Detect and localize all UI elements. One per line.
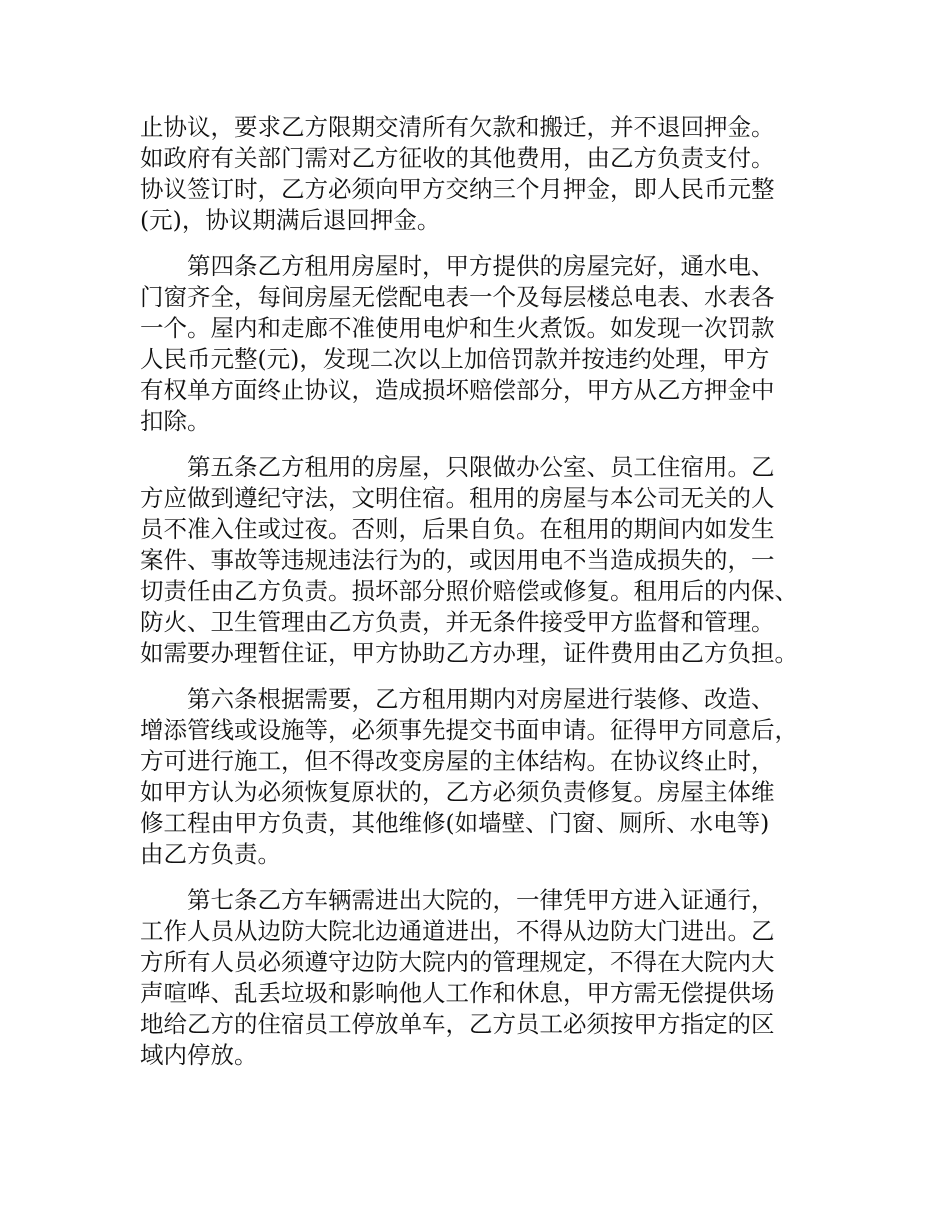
- text-line: 切责任由乙方负责。损坏部分照价赔偿或修复。租用后的内保、: [140, 577, 798, 605]
- text-line: 协议签订时，乙方必须向甲方交纳三个月押金，即人民币元整: [140, 175, 775, 203]
- text-line: 方所有人员必须遵守边防大院内的管理规定，不得在大院内大: [140, 948, 775, 976]
- text-line: 方应做到遵纪守法，文明住宿。租用的房屋与本公司无关的人: [140, 484, 775, 512]
- text-line: 第四条乙方租用房屋时，甲方提供的房屋完好，通水电、: [187, 252, 775, 280]
- text-line: 止协议，要求乙方限期交清所有欠款和搬迁，并不退回押金。: [140, 113, 775, 141]
- document-page: [140, 112, 840, 1086]
- text-line: 修工程由甲方负责，其他维修(如墙壁、门窗、厕所、水电等): [140, 809, 770, 837]
- text-line: 门窗齐全，每间房屋无偿配电表一个及每层楼总电表、水表各: [140, 283, 775, 311]
- paragraph-article-7: [140, 885, 840, 1071]
- text-line: 方可进行施工，但不得改变房屋的主体结构。在协议终止时，: [140, 747, 775, 775]
- text-line: 人民币元整(元)，发现二次以上加倍罚款并按违约处理，甲方: [140, 345, 770, 373]
- paragraph-article-4: [140, 251, 840, 437]
- text-line: 扣除。: [140, 407, 211, 435]
- text-line: 如甲方认为必须恢复原状的，乙方必须负责修复。房屋主体维: [140, 778, 775, 806]
- text-line: 第五条乙方租用的房屋，只限做办公室、员工住宿用。乙: [187, 453, 775, 481]
- text-line: 地给乙方的住宿员工停放单车，乙方员工必须按甲方指定的区: [140, 1010, 775, 1038]
- text-line: 案件、事故等违规违法行为的，或因用电不当造成损失的，一: [140, 546, 775, 574]
- paragraph-article-6: [140, 684, 840, 870]
- text-line: 第六条根据需要，乙方租用期内对房屋进行装修、改造、: [187, 685, 775, 713]
- text-line: (元)，协议期满后退回押金。: [140, 206, 441, 234]
- text-line: 一个。屋内和走廊不准使用电炉和生火煮饭。如发现一次罚款: [140, 314, 775, 342]
- text-line: 有权单方面终止协议，造成损坏赔偿部分，甲方从乙方押金中: [140, 376, 775, 404]
- text-line: 工作人员从边防大院北边通道进出，不得从边防大门进出。乙: [140, 917, 775, 945]
- text-line: 如政府有关部门需对乙方征收的其他费用，由乙方负责支付。: [140, 144, 775, 172]
- paragraph-article-5: [140, 452, 840, 669]
- text-line: 声喧哗、乱丢垃圾和影响他人工作和休息，甲方需无偿提供场: [140, 979, 775, 1007]
- text-line: 防火、卫生管理由乙方负责，并无条件接受甲方监督和管理。: [140, 608, 775, 636]
- text-line: 第七条乙方车辆需进出大院的，一律凭甲方进入证通行，: [187, 886, 775, 914]
- text-line: 由乙方负责。: [140, 840, 281, 868]
- paragraph-continuation: [140, 112, 840, 236]
- text-line: 如需要办理暂住证，甲方协助乙方办理，证件费用由乙方负担。: [140, 639, 798, 667]
- text-line: 域内停放。: [140, 1041, 258, 1069]
- text-line: 员不准入住或过夜。否则，后果自负。在租用的期间内如发生: [140, 515, 775, 543]
- text-line: 增添管线或设施等，必须事先提交书面申请。征得甲方同意后，: [140, 716, 798, 744]
